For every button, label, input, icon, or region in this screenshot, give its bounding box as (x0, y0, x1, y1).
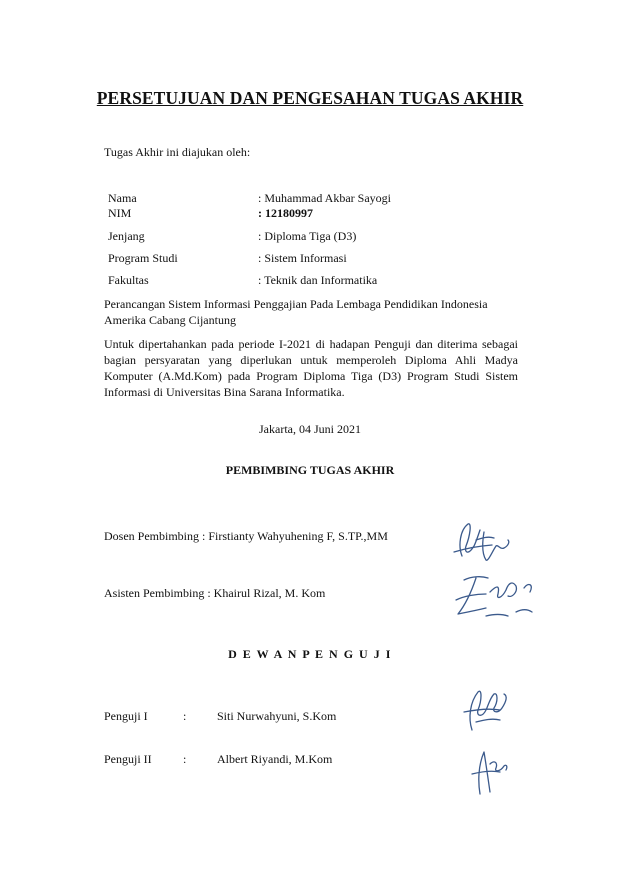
dewan-penguji-heading: D E W A N P E N G U J I (228, 647, 392, 661)
jenjang-value: : Diploma Tiga (D3) (258, 229, 357, 243)
penguji-1-name: Siti Nurwahyuni, S.Kom (217, 709, 337, 723)
jenjang-label: Jenjang (108, 229, 145, 243)
penguji-2-name: Albert Riyandi, M.Kom (217, 752, 333, 766)
page-title: PERSETUJUAN DAN PENGESAHAN TUGAS AKHIR (96, 88, 524, 108)
nama-label: Nama (108, 191, 137, 205)
penguji-2-label: Penguji II (104, 752, 152, 766)
dosen-pembimbing: Dosen Pembimbing : Firstianty Wahyuhening F, S.TP.,MM (104, 529, 388, 543)
penguji-1-separator: : (183, 709, 187, 723)
nama-value: : Muhammad Akbar Sayogi (258, 191, 391, 205)
penguji-1-signature (456, 684, 516, 738)
fakultas-value: : Teknik dan Informatika (258, 273, 378, 287)
dosen-pembimbing-signature (448, 516, 518, 568)
asisten-pembimbing: Asisten Pembimbing : Khairul Rizal, M. Kom (104, 586, 326, 600)
place-date: Jakarta, 04 Juni 2021 (259, 422, 361, 436)
pembimbing-heading: PEMBIMBING TUGAS AKHIR (225, 463, 395, 477)
prodi-label: Program Studi (108, 251, 178, 265)
thesis-title: Perancangan Sistem Informasi Penggajian Pada Lembaga Pendidikan Indonesia Amerika Cabang Cijantung (104, 297, 488, 327)
nim-value: : 12180997 (258, 206, 313, 220)
intro-text: Tugas Akhir ini diajukan oleh: (104, 145, 251, 159)
asisten-pembimbing-signature (446, 570, 542, 624)
penguji-2-separator: : (183, 752, 187, 766)
prodi-value: : Sistem Informasi (258, 251, 347, 265)
penguji-2-signature (460, 744, 514, 800)
fakultas-label: Fakultas (108, 273, 149, 287)
penguji-1-label: Penguji I (104, 709, 148, 723)
statement-paragraph: Untuk dipertahankan pada periode I-2021 di hadapan Penguji dan diterima sebagai bagian persyaratan yang diperlukan untuk memperoleh Diploma Ahli Madya Komputer (A.Md.Kom) pada Program Diploma Tiga (D3) Program Studi Sistem Informasi di Universitas Bina Sarana Informatika. (104, 337, 518, 399)
nim-label: NIM (108, 206, 132, 220)
